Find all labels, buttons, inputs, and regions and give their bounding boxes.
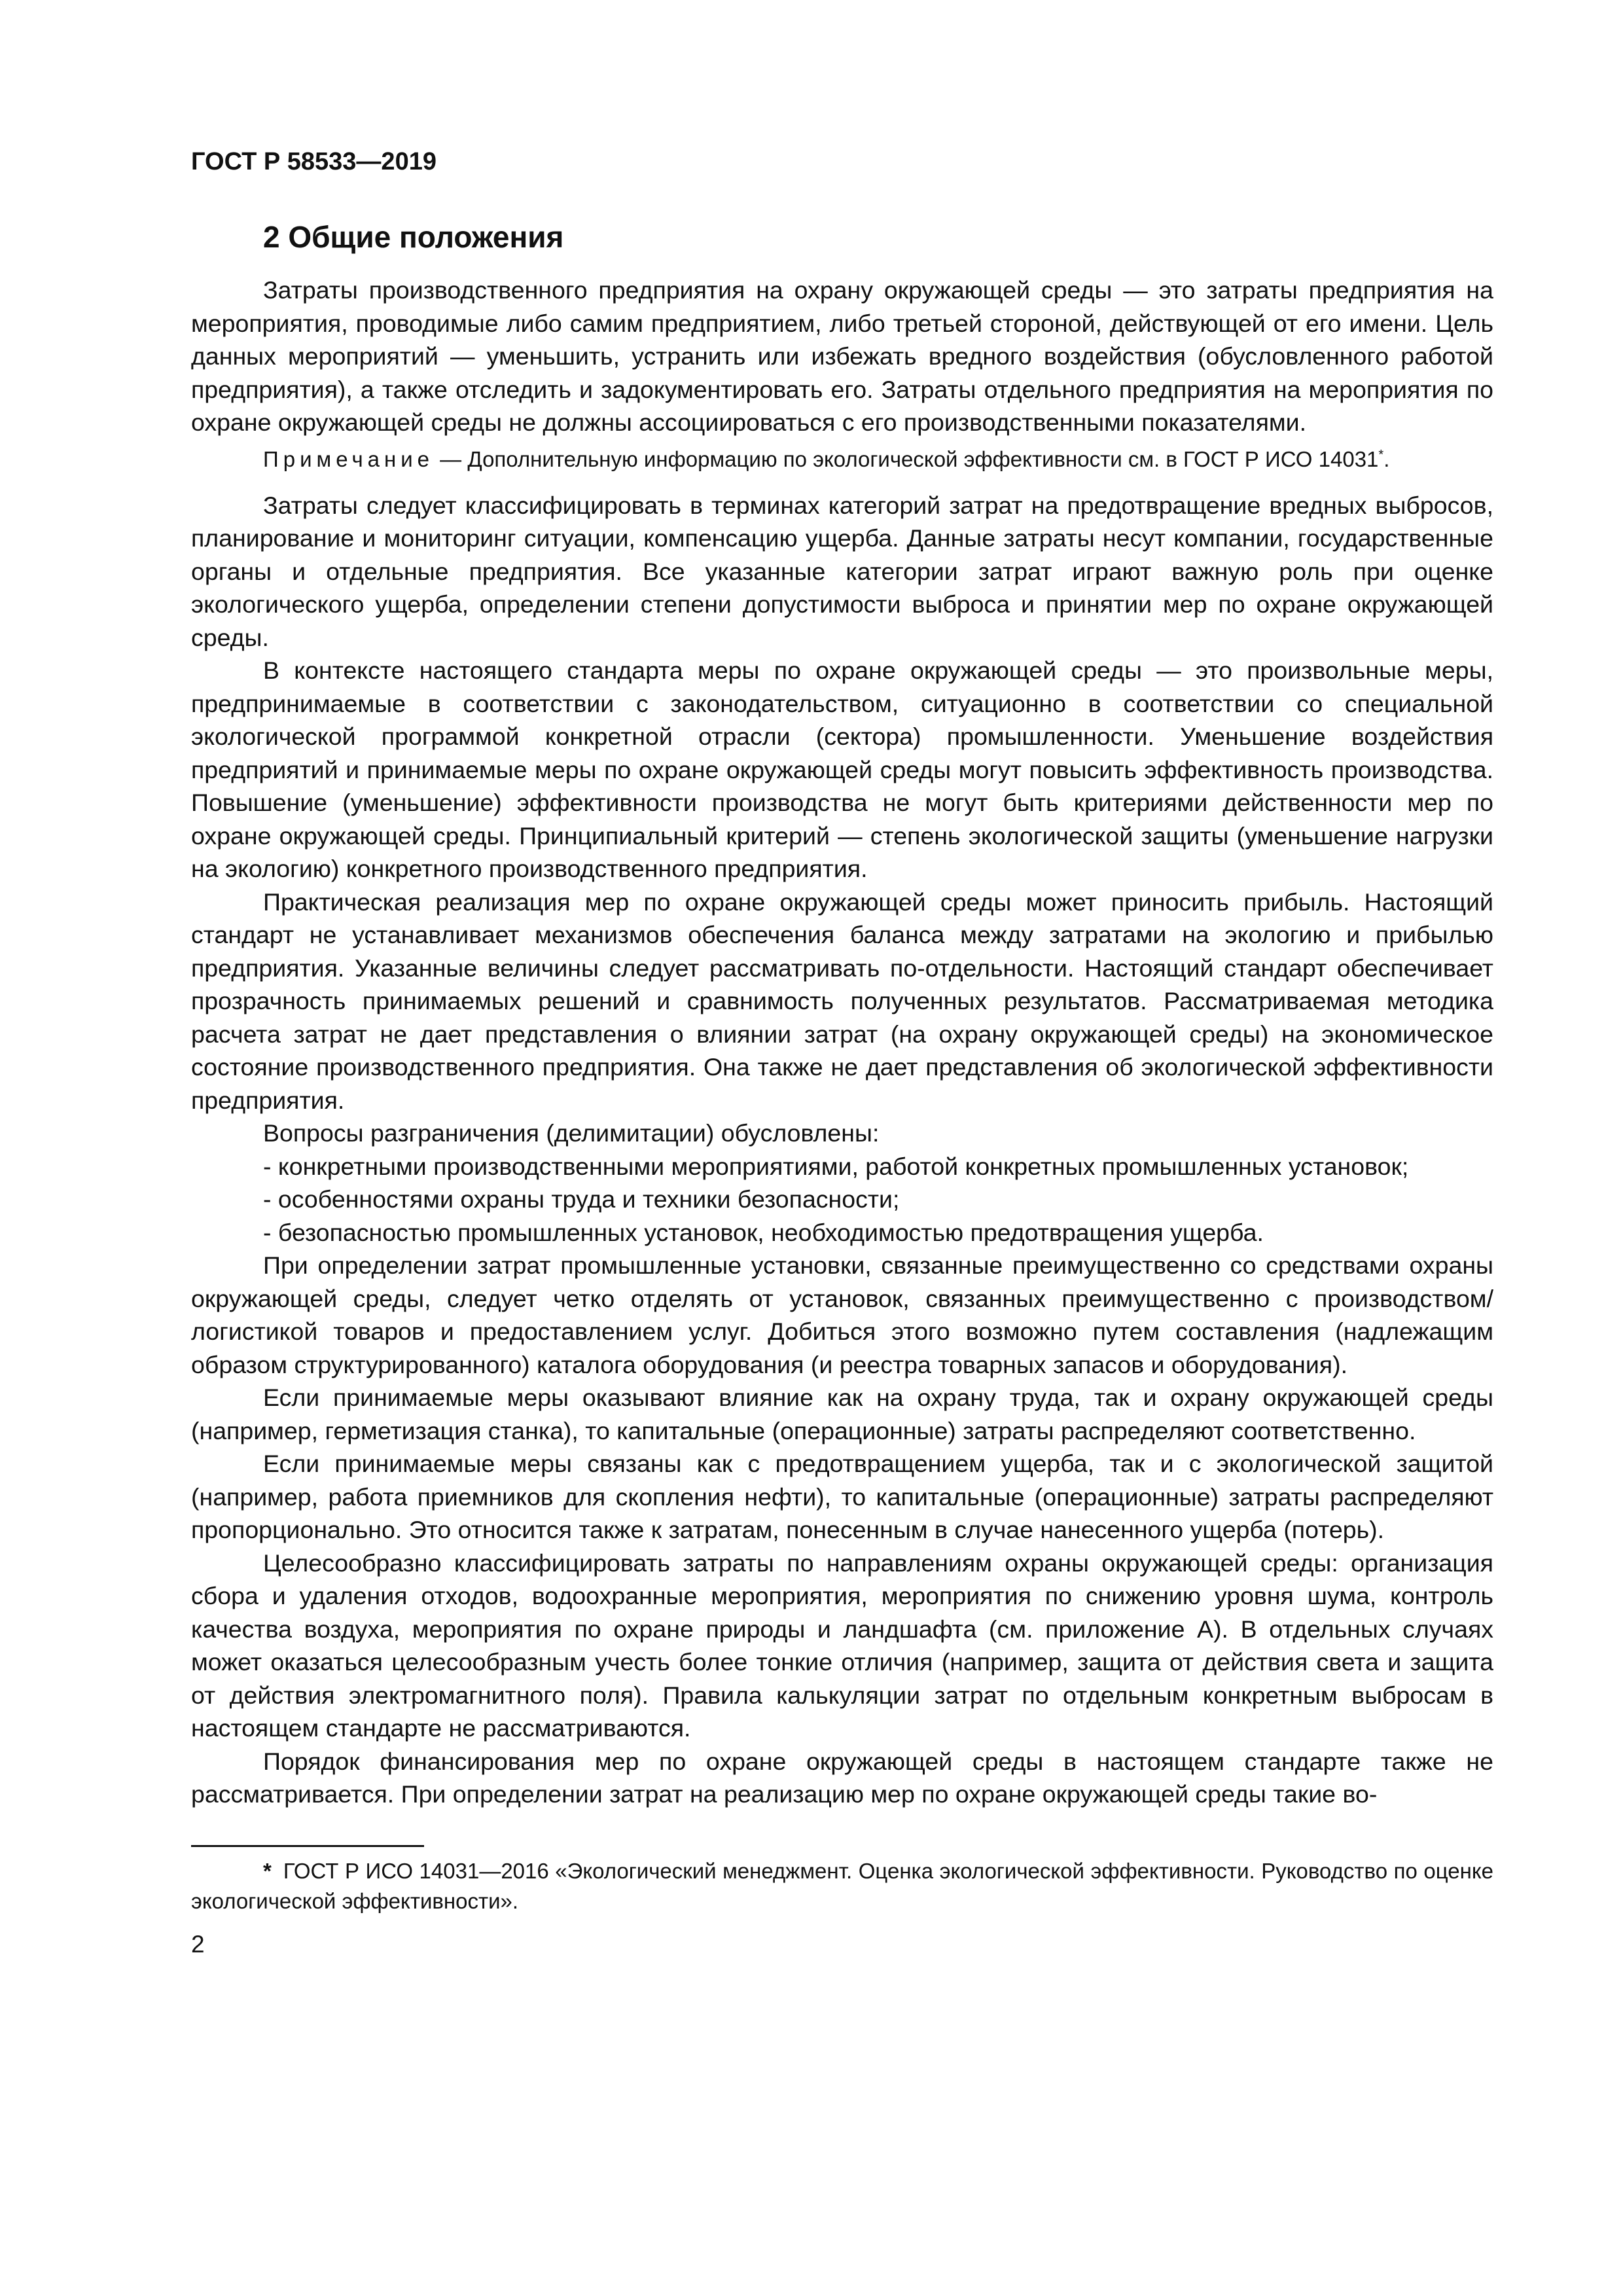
paragraph: Целесообразно классифицировать затраты по направлениям охраны окружающей среды: организация сбора и удаления отходов, водоохранные мероприятия, мероприятия по снижению уровня шума, контроль качества воздуха, мероприятия по охране природы и ландшафта (см. приложение А). В отдельных случаях может оказаться целесообразным учесть более тонкие отличия (например, защита от действия света и защита от действия электромагнитного поля). Правила калькуляции затрат по отдельным конкретным выбросам в настоящем стандарте не рассматриваются.	[191, 1549, 1493, 1742]
note-label: Примечание	[263, 446, 435, 471]
list-item: - особенностями охраны труда и техники безопасности;	[263, 1185, 900, 1213]
footnote-divider	[191, 1845, 424, 1847]
paragraph: Практическая реализация мер по охране окружающей среды может приносить прибыль. Настоящий стандарт не устанавливает механизмов обеспечения баланса между затратами на экологию и прибылью предприятия. Указанные величины следует рассматривать по-отдельности. Настоящий стандарт обеспечивает прозрачность принимаемых решений и сравнимость полученных результатов. Рассматриваемая методика расчета затрат не дает представления о влиянии затрат (на охрану окружающей среды) на экономическое состояние производственного предприятия. Она также не дает представления об экологической эффективности предприятия.	[191, 888, 1493, 1114]
paragraph: Если принимаемые меры связаны как с предотвращением ущерба, так и с экологической защитой (например, работа приемников для скопления нефти), то капитальные (операционные) затраты распределяют пропорционально. Это относится также к затратам, понесенным в случае нанесенного ущерба (потерь).	[191, 1450, 1493, 1543]
list-item: - безопасностью промышленных установок, необходимостью предотвращения ущерба.	[263, 1218, 1264, 1246]
page-content	[191, 145, 1493, 1961]
paragraph: Порядок финансирования мер по охране окружающей среды в настоящем стандарте также не рассматривается. При определении затрат на реализацию мер по охране окружающей среды такие во-	[191, 1747, 1493, 1808]
note	[191, 443, 1493, 476]
paragraph: Если принимаемые меры оказывают влияние как на охрану труда, так и охрану окружающей среды (например, герметизация станка), то капитальные (операционные) затраты распределяют соответственно.	[191, 1384, 1493, 1444]
section-title: 2 Общие положения	[263, 220, 564, 254]
footnote	[191, 1856, 1493, 1916]
document-code-header: ГОСТ Р 58533—2019	[191, 148, 437, 175]
note-text: — Дополнительную информацию по экологической эффективности см. в ГОСТ Р ИСО 14031	[434, 446, 1379, 471]
list-item: - конкретными производственными мероприятиями, работой конкретных промышленных установок;	[263, 1152, 1409, 1180]
note-end: .	[1383, 446, 1390, 471]
paragraph: При определении затрат промышленные установки, связанные преимущественно со средствами охраны окружающей среды, следует четко отделять от установок, связанных преимущественно с производством/логистикой товаров и предоставлением услуг. Добиться этого возможно путем составления (надлежащим образом структурированного) каталога оборудования (и реестра товарных запасов и оборудования).	[191, 1251, 1493, 1378]
footnote-text: ГОСТ Р ИСО 14031—2016 «Экологический менеджмент. Оценка экологической эффективности. Руководство по оценке экологической эффективности».	[191, 1858, 1493, 1913]
paragraph: Вопросы разграничения (делимитации) обусловлены:	[263, 1119, 880, 1147]
page-number: 2	[191, 1930, 205, 1958]
paragraph: В контексте настоящего стандарта меры по охране окружающей среды — это произвольные меры, предпринимаемые в соответствии с законодательством, ситуационно в соответствии со специальной экологической программой конкретной отрасли (сектора) промышленности. Уменьшение воздействия предприятий и принимаемые меры по охране окружающей среды могут повысить эффективность производства. Повышение (уменьшение) эффективности производства не могут быть критериями действенности мер по охране окружающей среды. Принципиальный критерий — степень экологической защиты (уменьшение нагрузки на экологию) конкретного производственного предприятия.	[191, 656, 1493, 882]
footnote-reference: *	[1378, 447, 1384, 462]
paragraph: Затраты следует классифицировать в терминах категорий затрат на предотвращение вредных выбросов, планирование и мониторинг ситуации, компенсацию ущерба. Данные затраты несут компании, государственные органы и отдельные предприятия. Все указанные категории затрат играют важную роль при оценке экологического ущерба, определении степени допустимости выброса и принятии мер по охране окружающей среды.	[191, 491, 1493, 651]
footnote-marker: *	[263, 1858, 272, 1883]
paragraph: Затраты производственного предприятия на охрану окружающей среды — это затраты предприятия на мероприятия, проводимые либо самим предприятием, либо третьей стороной, действующей от его имени. Цель данных мероприятий — уменьшить, устранить или избежать вредного воздействия (обусловленного работой предприятия), а также отследить и задокументировать его. Затраты отдельного предприятия на мероприятия по охране окружающей среды не должны ассоциироваться с его производственными показателями.	[191, 276, 1493, 436]
